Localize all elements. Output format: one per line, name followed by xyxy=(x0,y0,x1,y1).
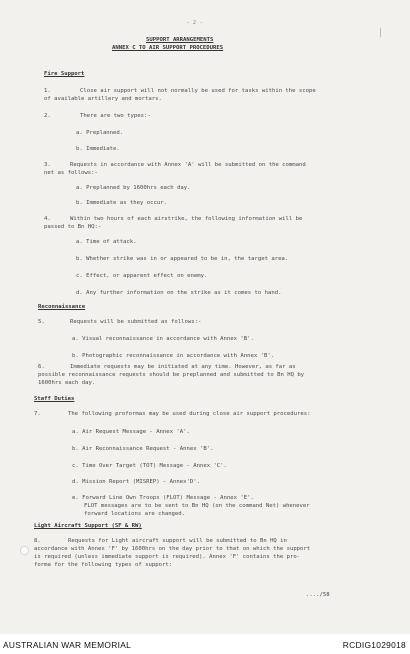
para-3-item-b: b. Immediate as they occur. xyxy=(76,200,167,206)
page-marker: - 2 - xyxy=(186,20,203,26)
para-2-item-a: a. Preplanned. xyxy=(76,130,124,136)
para-3-item-a: a. Preplanned by 1600hrs each day. xyxy=(76,185,191,191)
para-5-item-a: a. Visual reconnaissance in accordance with Annex 'B'. xyxy=(72,336,254,342)
para-2-number: 2. xyxy=(44,113,51,119)
section-heading-reconnaissance: Reconnaissance xyxy=(38,304,86,310)
para-7-item-e-line-3: forward locations are changed. xyxy=(84,511,186,517)
institution-label: AUSTRALIAN WAR MEMORIAL xyxy=(3,640,132,650)
para-5-line-1: Requests will be submitted as follows:- xyxy=(70,319,202,325)
para-7-item-e-line-2: FLOT messages are to be sent to Bn HQ (on the command Net) whenever xyxy=(84,503,310,509)
heading-primary: SUPPORT ARRANGEMENTS xyxy=(146,37,214,43)
heading-secondary: ANNEX C TO AIR SUPPORT PROCEDURES xyxy=(112,45,224,51)
punch-hole xyxy=(20,546,29,555)
para-4-number: 4. xyxy=(44,216,51,222)
para-4-line-2: passed to Bn HQ:- xyxy=(44,224,102,230)
para-7-item-c: c. Time Over Target (TOT) Message - Annex 'C'. xyxy=(72,463,227,469)
para-3-line-1: Requests in accordance with Annex 'A' will be submitted on the command xyxy=(70,162,306,168)
para-5-number: 5. xyxy=(38,319,45,325)
para-7-number: 7. xyxy=(34,411,41,417)
para-8-line-2: accordance with Annex 'F' by 1600hrs on the day prior to that on which the support xyxy=(34,546,311,552)
para-1-line-2: of available artillery and mortars. xyxy=(44,96,162,102)
para-5-item-b: b. Photographic reconnaissance in accordance with Annex 'B'. xyxy=(72,353,275,359)
para-2-item-b: b. Immediate. xyxy=(76,146,120,152)
para-3-number: 3. xyxy=(44,162,51,168)
para-4-item-c: c. Effect, or apparent effect on enemy. xyxy=(76,273,208,279)
para-3-line-2: net as follows:- xyxy=(44,170,98,176)
para-4-line-1: Within two hours of each airstrike, the following information will be xyxy=(70,216,303,222)
para-4-item-b: b. Whether strike was in or appeared to be in, the target area. xyxy=(76,256,289,262)
para-8-line-4: forma for the following types of support: xyxy=(34,562,173,568)
section-heading-staff-duties: Staff Duties xyxy=(34,396,75,402)
para-6-line-3: 1600hrs each day. xyxy=(38,380,96,386)
next-page-reference: ..../58 xyxy=(306,592,330,598)
para-8-number: 8. xyxy=(34,538,41,544)
section-heading-fire-support: Fire Support xyxy=(44,71,85,77)
para-6-number: 6. xyxy=(38,364,45,370)
para-7-item-a: a. Air Request Message - Annex 'A'. xyxy=(72,429,190,435)
para-7-item-e-line-1: e. Forward Line Own Troops (FLOT) Message - Annex 'E'. xyxy=(72,495,254,501)
para-8-line-3: is required (unless immediate support is required). Annex 'F' contains the pro- xyxy=(34,554,301,560)
para-6-line-1: Immediate requests may be initiated at any time. However, as far as xyxy=(70,364,296,370)
para-7-line-1: The following proformas may be used during close air support procedures: xyxy=(68,411,311,417)
margin-tick xyxy=(380,28,381,37)
para-4-item-d: d. Any further information on the strike as it comes to hand. xyxy=(76,290,282,296)
para-4-item-a: a. Time of attack. xyxy=(76,239,137,245)
para-6-line-2: possible reconnaissance requests should be preplanned and submitted to Bn HQ by xyxy=(38,372,305,378)
archive-footer xyxy=(0,634,410,654)
para-1-line-1: Close air support will not normally be used for tasks within the scope xyxy=(80,88,316,94)
record-id-label: RCDIG1029018 xyxy=(342,640,406,650)
para-8-line-1: Requests for Light aircraft support will be submitted to Bn HQ in xyxy=(68,538,287,544)
para-2-line-1: There are two types:- xyxy=(80,113,151,119)
para-7-item-d: d. Mission Report (MISREP) - Annex'D'. xyxy=(72,479,200,485)
para-7-item-b: b. Air Reconnaissance Request - Annex 'B'. xyxy=(72,446,214,452)
section-heading-light-aircraft: Light Aircraft Support (SF & RW) xyxy=(34,523,142,529)
para-1-number: 1. xyxy=(44,88,51,94)
